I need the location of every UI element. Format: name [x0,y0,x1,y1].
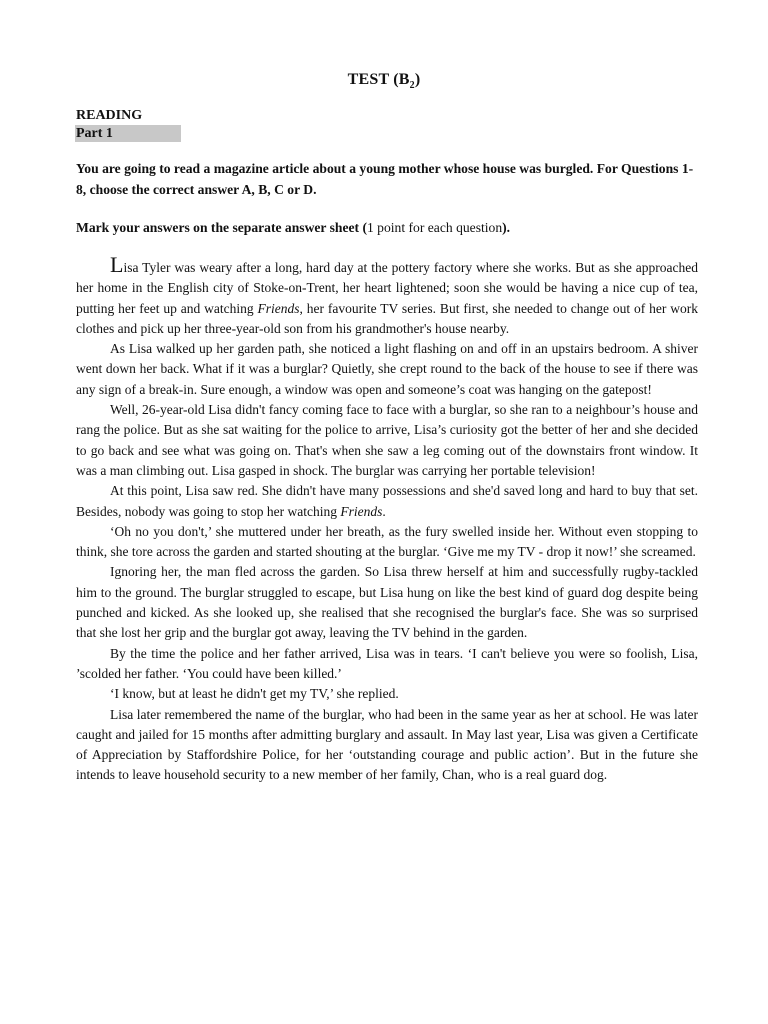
page-title [0,71,768,91]
mark-instruction-bold: Mark your answers on the separate answer sheet ( [76,220,367,235]
paragraph-text: , her favourite TV series. But first, she needed to change out of her work clothes and pick up her three-year-old son from his grandmother's house nearby. [76,300,698,336]
article-initial-letter: L [110,252,124,277]
paragraph-text: At this point, Lisa saw red. She didn't have many possessions and she'd saved long and hard to buy that set. Besides, nobody was going to stop her watching [76,483,698,519]
mark-instruction-points: 1 point for each question [366,220,503,235]
article-paragraph: Lisa later remembered the name of the burglar, who had been in the same year as her at school. He was later caught and jailed for 15 months after admitting burglary and assault. In May last year, Lisa was given a Certificate of Appreciation by Staffordshire Police, for her ‘outstanding courage and public action’. But in the future she intends to leave household security to a new member of her family, Chan, who is a real guard dog. [76,706,698,783]
section-label: READING [76,108,143,123]
mark-instruction-close: ). [502,220,511,235]
article-paragraph: As Lisa walked up her garden path, she noticed a light flashing on and off in an upstairs bedroom. A shiver went down her back. What if it was a burglar? Quietly, she crept round to the back of the house to see if there was any sign of a break-in. Sure enough, a window was open and someone’s coat was hanging on the gatepost! [76,341,698,397]
article-paragraph: ‘Oh no you don't,’ she muttered under her breath, as the fury swelled inside her. Without even stopping to think, she tore across the garden and started shouting at the burglar. ‘Give me my TV - drop it now!’ she screamed. [76,523,698,560]
article-paragraph: Ignoring her, the man fled across the garden. So Lisa threw herself at him and successfully rugby-tackled him to the ground. The burglar struggled to escape, but Lisa hung on like the best kind of guard dog despite being punched and kicked. As she looked up, she realised that she recognised the burglar's face. She was so surprised that she lost her grip and the burglar got away, leaving the TV behind in the garden. [76,564,698,641]
show-title: Friends [257,300,300,316]
article-body [76,252,698,786]
article-paragraph: Well, 26-year-old Lisa didn't fancy coming face to face with a burglar, so she ran to a neighbour’s house and rang the police. But as she sat waiting for the police to arrive, Lisa’s curiosity got the better of her and she decided to go back and see what was going on. That's when she saw a leg coming out of the downstairs front window. It was a man climbing out. Lisa gasped in shock. The burglar was carrying her portable television! [76,402,698,478]
title-close: ) [414,71,421,88]
title-main: TEST (B [347,71,410,88]
answer-sheet-instruction [76,218,696,238]
title-level-subscript: 2 [409,80,415,92]
show-title: Friends [340,503,383,519]
paragraph-text: isa Tyler was weary after a long, hard day at the pottery factory where she works. But as she approached her home in the English city of Stoke-on-Trent, her heart lightened; soon she would be having a nice cup of tea, putting her feet up and watching [76,260,698,316]
part-label: Part 1 [75,125,181,142]
task-instructions: You are going to read a magazine article about a young mother whose house was burgled. For Questions 1-8, choose the correct answer A, B, C or D. [76,161,694,197]
article-paragraph: By the time the police and her father arrived, Lisa was in tears. ‘I can't believe you were so foolish, Lisa, ’scolded her father. ‘You could have been killed.’ [76,645,698,681]
article-paragraph [76,481,698,522]
article-paragraph [76,252,698,339]
paragraph-text: . [382,503,386,519]
article-paragraph: ‘I know, but at least he didn't get my TV,’ she replied. [110,686,399,702]
